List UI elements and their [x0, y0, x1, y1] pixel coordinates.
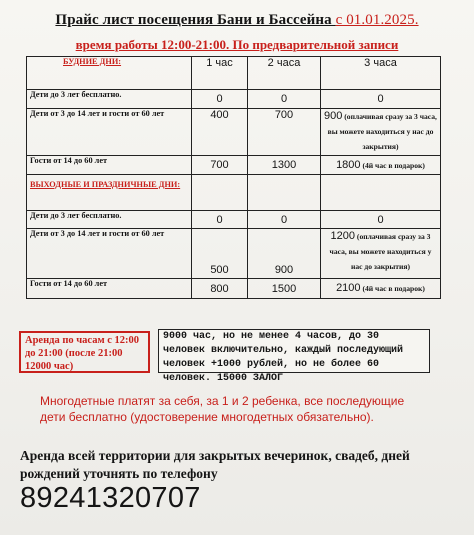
weekends-header-row — [27, 175, 441, 211]
large-family-note: Многодетные платят за себя, за 1 и 2 ребенка, все последующие дети бесплатно (удостоверение многодетных обязательно). — [40, 394, 405, 424]
price-note: (оплачивая сразу за 3 часа, вы можете находиться у нас до закрытия) — [329, 232, 432, 271]
table-row — [27, 156, 441, 175]
price-table — [26, 56, 441, 299]
row-category: Гости от 14 до 60 лет — [27, 279, 192, 299]
weekends-label: ВЫХОДНЫЕ И ПРАЗДНИЧНЫЕ ДНИ: — [27, 175, 192, 211]
price-cell: 0 — [248, 211, 321, 229]
territory-rent-note: Аренда всей территории для закрытых вечеринок, свадеб, дней рождений уточнять по телефону — [20, 448, 410, 481]
price-note: (4й час в подарок) — [362, 284, 425, 293]
price-cell: 1500 — [248, 279, 321, 299]
table-row — [27, 211, 441, 229]
table-row — [27, 279, 441, 299]
price-cell: 0 — [248, 90, 321, 109]
row-category: Дети до 3 лет бесплатно. — [27, 90, 192, 109]
price-value: 1200 — [330, 230, 356, 242]
price-cell: 1300 — [248, 156, 321, 175]
price-cell-with-note — [321, 109, 441, 156]
price-cell: 700 — [248, 109, 321, 156]
price-cell: 0 — [192, 90, 248, 109]
table-row — [27, 90, 441, 109]
column-header-3h: 3 часа — [321, 57, 441, 90]
price-cell: 900 — [248, 229, 321, 279]
table-row — [27, 109, 441, 156]
price-value: 2100 — [336, 282, 361, 294]
title-date: с 01.01.2025. — [335, 12, 419, 28]
hourly-rent-label: Аренда по часам с 12:00 до 21:00 (после 21:00 12000 час) — [19, 331, 150, 373]
page-title — [0, 12, 474, 29]
weekdays-label: БУДНИЕ ДНИ: — [27, 57, 192, 90]
price-note: (оплачивая сразу за 3 часа, вы можете находиться у нас до закрытия) — [327, 112, 437, 151]
row-category: Дети до 3 лет бесплатно. — [27, 211, 192, 229]
price-cell: 800 — [192, 279, 248, 299]
hourly-rent-details: 9000 час, но не менее 4 часов, до 30 человек включительно, каждый последующий человек +1000 рублей, но не более 60 человек. 15000 ЗАЛОГ — [158, 329, 430, 373]
price-cell-with-note — [321, 229, 441, 279]
column-header-1h: 1 час — [192, 57, 248, 90]
table-row — [27, 229, 441, 279]
working-hours: время работы 12:00-21:00. По предварительной записи — [75, 37, 399, 52]
price-cell: 500 — [192, 229, 248, 279]
row-category: Дети от 3 до 14 лет и гости от 60 лет — [27, 109, 192, 156]
row-category: Гости от 14 до 60 лет — [27, 156, 192, 175]
column-header-2h: 2 часа — [248, 57, 321, 90]
phone-number[interactable]: 89241320707 — [20, 482, 201, 514]
price-cell: 0 — [321, 90, 441, 109]
price-value: 1800 — [336, 158, 361, 171]
title-main: Прайс лист посещения Бани и Бассейна — [55, 12, 336, 28]
price-cell: 400 — [192, 109, 248, 156]
price-cell: 700 — [192, 156, 248, 175]
price-value: 900 — [324, 110, 343, 122]
price-cell: 0 — [192, 211, 248, 229]
row-category: Дети от 3 до 14 лет и гости от 60 лет — [27, 229, 192, 279]
price-cell-with-note — [321, 156, 441, 175]
price-note: (4й час в подарок) — [362, 160, 425, 170]
price-cell: 0 — [321, 211, 441, 229]
price-cell-with-note — [321, 279, 441, 299]
table-header-row — [27, 57, 441, 90]
